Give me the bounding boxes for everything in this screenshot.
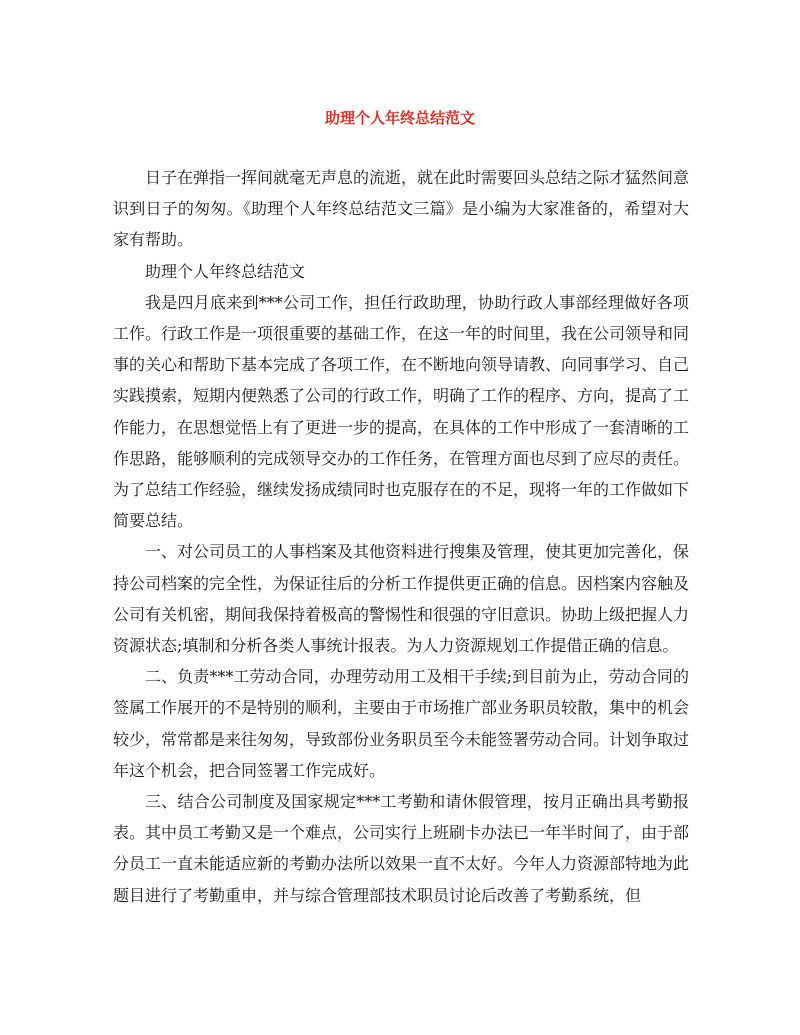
paragraph-subtitle: 助理个人年终总结范文 (145, 261, 306, 281)
paragraph-item-2: 二、负责***工劳动合同，办理劳动用工及相干手续;到目前为止，劳动合同的签属工作展开的不是特别的顺利，主要由于市场推广部业务职员较散，集中的机会较少，常常都是来往匆匆，导致部份业务职员至今未能签署劳动合同。计划争取过年这个机会，把合同签署工作完成好。 (113, 667, 690, 780)
paragraph-item-3: 三、结合公司制度及国家规定***工考勤和请休假管理，按月正确出具考勤报表。其中员工考勤又是一个难点，公司实行上班刷卡办法已一年半时间了，由于部分员工一直未能适应新的考勤办法所以效果一直不太好。今年人力资源部特地为此题目进行了考勤重申，并与综合管理部技术职员讨论后改善了考勤系统，但 (113, 792, 690, 905)
paragraph-item-1: 一、对公司员工的人事档案及其他资料进行搜集及管理，使其更加完善化，保持公司档案的完全性，为保证往后的分析工作提供更正确的信息。因档案内容触及公司有关机密，期间我保持着极高的警惕性和很强的守旧意识。协助上级把握人力资源状态;填制和分析各类人事统计报表。为人力资源规划工作提借正确的信息。 (113, 542, 690, 656)
document-title: 助理个人年终总结范文 (324, 109, 475, 127)
paragraph-overview: 我是四月底来到***公司工作，担任行政助理，协助行政人事部经理做好各项工作。行政工作是一项很重要的基础工作，在这一年的时间里，我在公司领导和同事的关心和帮助下基本完成了各项工作，在不断地向领导请教、向同事学习、自己实践摸索，短期内便熟悉了公司的行政工作，明确了工作的程序、方向，提高了工作能力，在思想觉悟上有了更进一步的提高，在具体的工作中形成了一套清晰的工作思路，能够顺利的完成领导交办的工作任务，在管理方面也尽到了应尽的责任。为了总结工作经验，继续发扬成绩同时也克服存在的不足，现将一年的工作做如下简要总结。 (113, 292, 690, 531)
paragraph-intro: 日子在弹指一挥间就毫无声息的流逝，就在此时需要回头总结之际才猛然间意识到日子的匆匆。《助理个人年终总结范文三篇》是小编为大家准备的，希望对大家有帮助。 (113, 168, 690, 250)
document-body (113, 162, 689, 911)
